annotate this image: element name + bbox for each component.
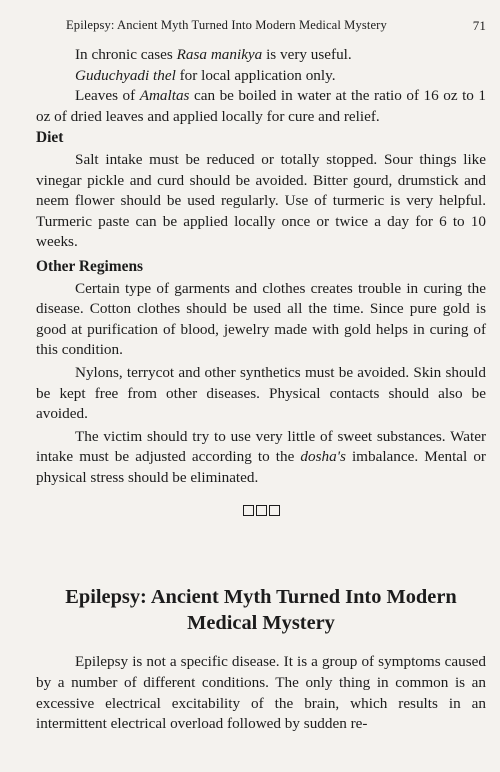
paragraph-amaltas	[36, 86, 486, 127]
text: can be boiled in water at the ratio of 16 oz to 1 oz of dried leaves and applied locally for cure and relief.	[36, 87, 486, 125]
square-ornament-icon	[243, 505, 254, 516]
page-body	[36, 45, 486, 735]
text: The victim should try to use very little of sweet substances. Water intake must be adjusted according to the	[36, 427, 486, 466]
italic-term: dosha's	[300, 448, 346, 466]
text: imbalance. Mental or physical stress should be eliminated.	[36, 448, 486, 486]
italic-term: Guduchyadi thel	[75, 66, 176, 84]
chapter-title-line: Medical Mystery	[187, 612, 335, 635]
section-end-ornament	[36, 500, 486, 520]
section-heading-diet: Diet	[36, 129, 64, 147]
page-number: 71	[472, 18, 486, 33]
text: for local application only.	[175, 66, 336, 84]
paragraph-synthetics: Nylons, terrycot and other synthetics must be avoided. Skin should be kept free from other diseases. Physical contacts should also be avoided.	[36, 363, 486, 423]
italic-term: Rasa manikya	[176, 46, 263, 63]
text: Leaves of	[75, 87, 140, 105]
square-ornament-icon	[256, 505, 267, 516]
paragraph-sweet-substances	[36, 427, 486, 489]
text: is very useful.	[262, 46, 352, 63]
chapter-title	[36, 584, 486, 636]
paragraph-diet: Salt intake must be reduced or totally stopped. Sour things like vinegar pickle and curd should be avoided. Bitter gourd, drumstick and neem flower should be used regularly. Use of turmeric is very helpful. Turmeric paste can be applied locally once or twice a day for 6 to 10 weeks.	[36, 150, 486, 251]
running-head-title: Epilepsy: Ancient Myth Turned Into Modern Medical Mystery	[66, 18, 387, 32]
italic-term: Amaltas	[139, 87, 190, 105]
square-ornament-icon	[269, 505, 280, 516]
text: In chronic cases	[75, 46, 177, 63]
paragraph-chapter-intro: Epilepsy is not a specific disease. It is a group of symptoms caused by a number of different conditions. The only thing in common is an excessive electrical excitability of the brain, which results in an intermittent electrical overload followed by sudden re-	[36, 653, 486, 733]
running-head	[66, 18, 486, 33]
paragraph-garments: Certain type of garments and clothes creates trouble in curing the disease. Cotton clothes should be used all the time. Since pure gold is good at purification of blood, jewelry made with gold helps in curing of this condition.	[36, 279, 486, 359]
chapter-title-line: Epilepsy: Ancient Myth Turned Into Modern	[65, 586, 457, 609]
section-heading-other-regimens: Other Regimens	[36, 257, 144, 275]
paragraph-guduchyadi	[36, 66, 486, 87]
paragraph-rasa-manikya	[36, 45, 486, 66]
